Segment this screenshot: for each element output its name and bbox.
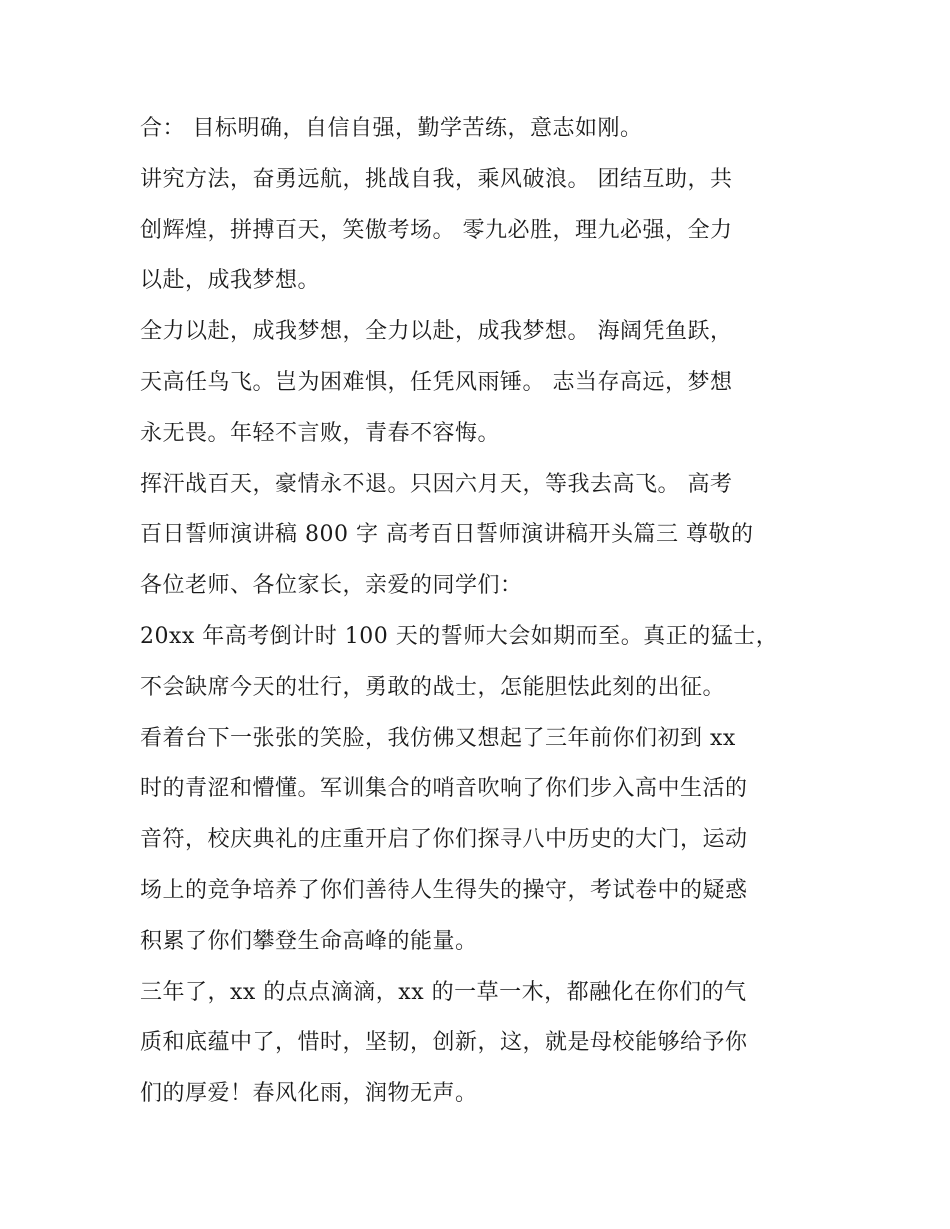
text-line: 百日誓师演讲稿 800 字 高考百日誓师演讲稿开头篇三 尊敬的 — [140, 522, 754, 548]
paragraph-4 — [140, 460, 820, 612]
text-line: 创辉煌，拼搏百天，笑傲考场。 零九必胜，理九必强，全力 — [140, 217, 733, 243]
text-line: 各位老师、各位家长，亲爱的同学们： — [140, 573, 523, 599]
text-line: 音符，校庆典礼的庄重开启了你们探寻八中历史的大门，运动 — [140, 827, 748, 853]
paragraph-7 — [140, 968, 820, 1120]
text-line: 不会缺席今天的壮行，勇敢的战士，怎能胆怯此刻的出征。 — [140, 674, 726, 700]
text-line: 积累了你们攀登生命高峰的能量。 — [140, 928, 478, 954]
text-line: 全力以赴，成我梦想，全力以赴，成我梦想。 海阔凭鱼跃， — [140, 319, 733, 345]
text-line: 三年了，xx 的点点滴滴，xx 的一草一木，都融化在你们的气 — [140, 979, 747, 1005]
text-line: 合： 目标明确，自信自强，勤学苦练，意志如刚。 — [140, 116, 643, 141]
paragraph-1 — [140, 104, 820, 155]
paragraph-5 — [140, 612, 820, 714]
paragraph-6 — [140, 714, 820, 968]
text-line: 质和底蕴中了，惜时，坚韧，创新，这，就是母校能够给予你 — [140, 1030, 748, 1056]
paragraph-2 — [140, 155, 820, 307]
text-line: 看着台下一张张的笑脸，我仿佛又想起了三年前你们初到 xx — [140, 725, 736, 751]
text-line: 时的青涩和懵懂。军训集合的哨音吹响了你们步入高中生活的 — [140, 776, 748, 802]
text-line: 们的厚爱！春风化雨，润物无声。 — [140, 1081, 478, 1107]
text-line: 天高任鸟飞。岂为困难惧，任凭风雨锤。 志当存高远，梦想 — [140, 369, 733, 395]
text-line: 场上的竞争培养了你们善待人生得失的操守，考试卷中的疑惑 — [140, 877, 748, 903]
text-line: 以赴，成我梦想。 — [140, 268, 321, 294]
text-line: 讲究方法，奋勇远航，挑战自我，乘风破浪。 团结互助，共 — [140, 166, 733, 192]
text-line: 永无畏。年轻不言败，青春不容悔。 — [140, 420, 501, 446]
text-line: 20xx 年高考倒计时 100 天的誓师大会如期而至。真正的猛士， — [140, 623, 779, 649]
paragraph-3 — [140, 307, 820, 459]
text-line: 挥汗战百天，豪情永不退。只因六月天，等我去高飞。 高考 — [140, 471, 733, 497]
document-body — [140, 104, 820, 1120]
